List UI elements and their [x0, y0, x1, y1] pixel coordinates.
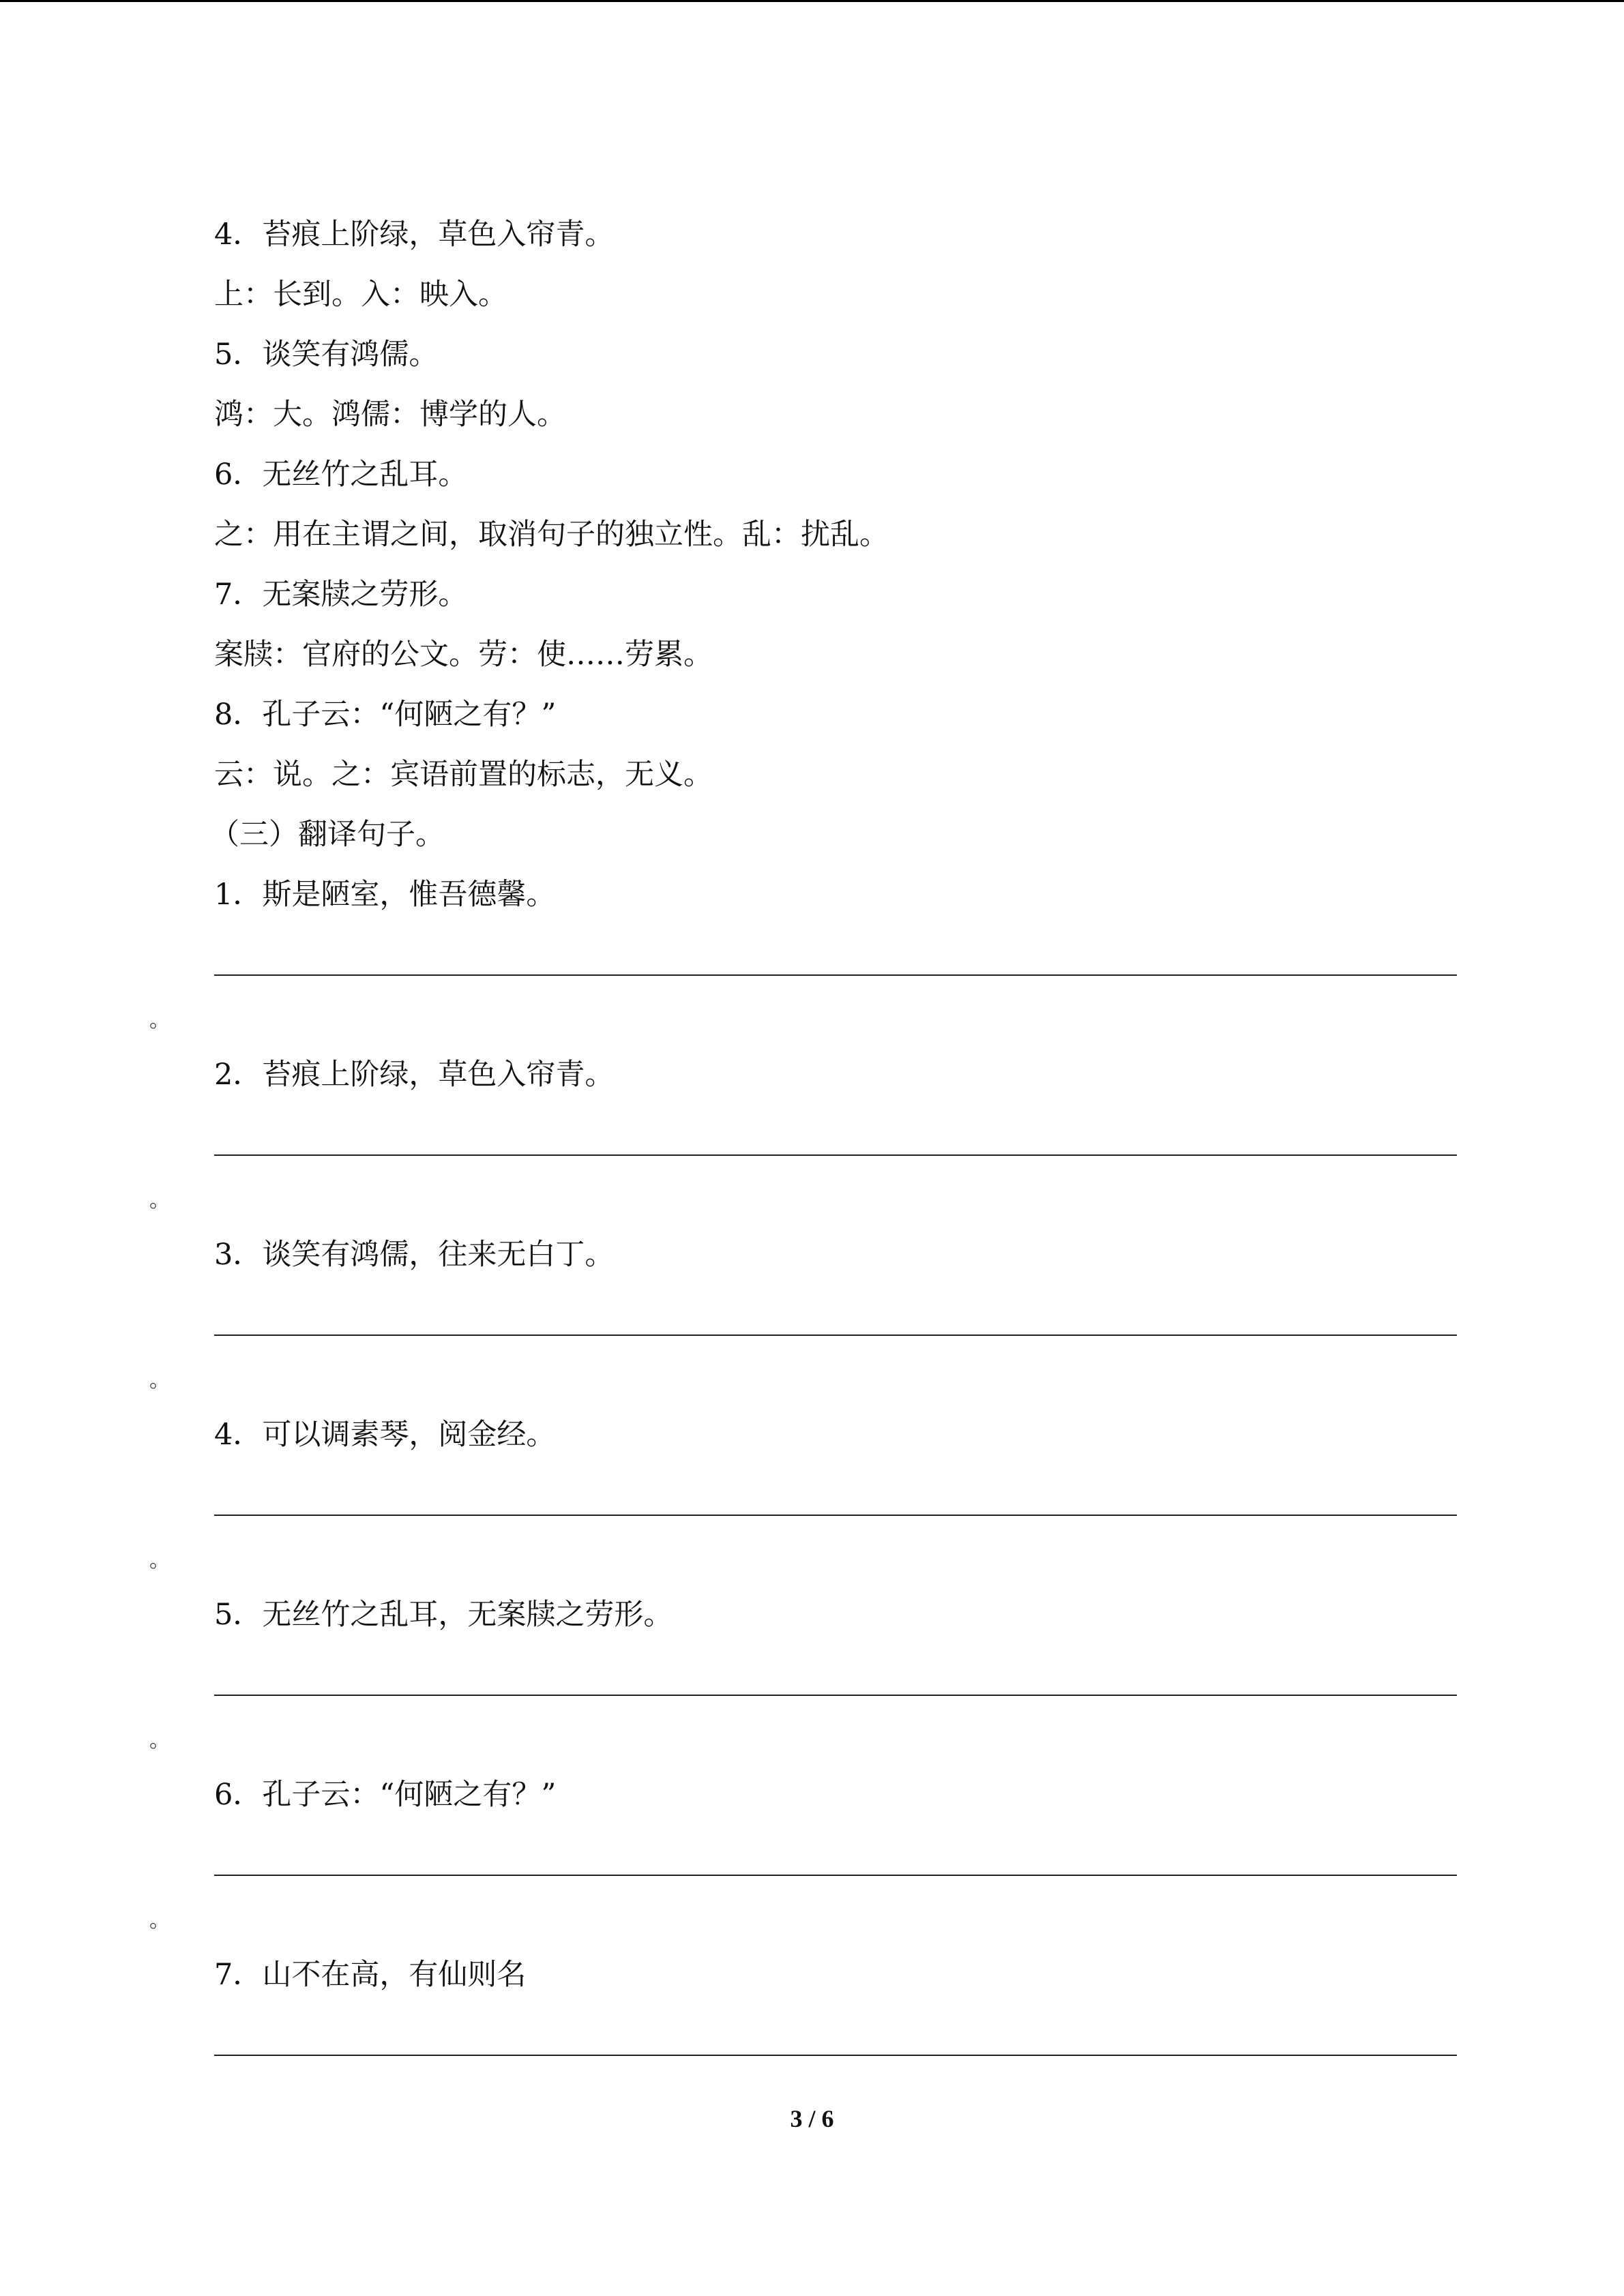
stray-mark: 。 — [149, 1009, 170, 1032]
note-line: 云：说。之：宾语前置的标志，无义。 — [214, 758, 713, 792]
translation-item: 6．孔子云：“何陋之有？” — [214, 1778, 557, 1812]
note-line: 之：用在主谓之间，取消句子的独立性。乱：扰乱。 — [214, 518, 889, 552]
stray-mark: 。 — [149, 1189, 170, 1212]
translation-item: 7．山不在高，有仙则名 — [214, 1958, 527, 1992]
note-line: 上：长到。入：映入。 — [214, 278, 507, 312]
translation-item: 4．可以调素琴，阅金经。 — [214, 1418, 556, 1452]
answer-line[interactable] — [214, 1154, 1457, 1156]
translation-item: 2．苔痕上阶绿，草色入帘青。 — [214, 1058, 615, 1092]
translation-item: 3．谈笑有鸿儒，往来无白丁。 — [214, 1238, 615, 1272]
note-line: 案牍：官府的公文。劳：使……劳累。 — [214, 638, 713, 672]
note-line: 4．苔痕上阶绿，草色入帘青。 — [214, 218, 615, 252]
note-line: 鸿：大。鸿儒：博学的人。 — [214, 398, 566, 432]
note-line: 5．谈笑有鸿儒。 — [214, 338, 439, 372]
answer-line[interactable] — [214, 974, 1457, 976]
answer-line[interactable] — [214, 1335, 1457, 1336]
page-number: 3 / 6 — [790, 2105, 834, 2132]
note-line: 6．无丝竹之乱耳。 — [214, 458, 468, 492]
stray-mark: 。 — [149, 1729, 170, 1753]
answer-line[interactable] — [214, 1515, 1457, 1516]
note-line: 8．孔子云：“何陋之有？” — [214, 698, 557, 732]
stray-mark: 。 — [149, 1909, 170, 1933]
section-heading: （三）翻译句子。 — [210, 818, 445, 852]
translation-item: 5．无丝竹之乱耳，无案牍之劳形。 — [214, 1598, 673, 1632]
stray-mark: 。 — [149, 1369, 170, 1392]
stray-mark: 。 — [149, 1549, 170, 1572]
note-line: 7．无案牍之劳形。 — [214, 578, 468, 612]
top-border — [0, 0, 1624, 2]
answer-line[interactable] — [214, 1695, 1457, 1696]
answer-line[interactable] — [214, 1875, 1457, 1876]
translation-item: 1．斯是陋室，惟吾德馨。 — [214, 878, 556, 912]
answer-line[interactable] — [214, 2055, 1457, 2056]
